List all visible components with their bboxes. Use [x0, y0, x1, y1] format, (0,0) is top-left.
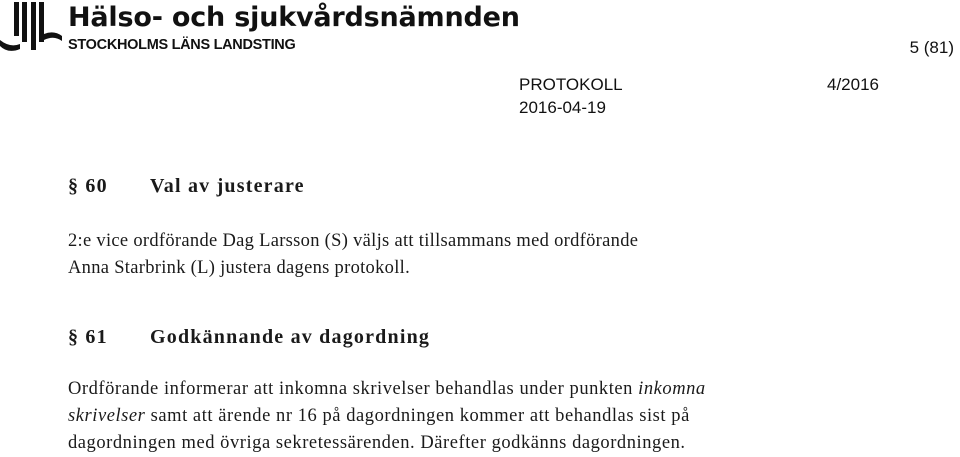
section-title: Godkännande av dagordning [150, 326, 431, 348]
paragraph-emphasis: inkomna [638, 379, 706, 399]
document-number: 4/2016 [827, 75, 879, 94]
org-subtitle: STOCKHOLMS LÄNS LANDSTING [68, 37, 296, 53]
org-name: Hälso- och sjukvårdsnämnden [68, 2, 520, 33]
section-number: § 61 [68, 326, 108, 348]
paragraph-line [68, 376, 948, 403]
paragraph-text: samt att ärende nr 16 på dagordningen kommer att behandlas sist på [145, 406, 690, 426]
document-type: PROTOKOLL [519, 75, 623, 94]
section-number: § 60 [68, 175, 108, 197]
document-date: 2016-04-19 [519, 98, 606, 117]
section-paragraph [68, 376, 948, 457]
paragraph-line: dagordningen med övriga sekretessärenden. Därefter godkänns dagordningen. [68, 433, 686, 453]
county-logo-icon [0, 0, 62, 56]
section-heading [68, 326, 430, 349]
section-title: Val av justerare [150, 175, 305, 197]
paragraph-line: Anna Starbrink (L) justera dagens protokoll. [68, 258, 411, 278]
section-paragraph [68, 228, 948, 282]
paragraph-line: 2:e vice ordförande Dag Larsson (S) väljs att tillsammans med ordförande [68, 231, 639, 251]
paragraph-emphasis: skrivelser [68, 406, 146, 426]
paragraph-text: Ordförande informerar att inkomna skrivelser behandlas under punkten [68, 379, 639, 399]
page-indicator: 5 (81) [909, 38, 954, 57]
paragraph-line [68, 403, 948, 430]
section-heading [68, 175, 305, 198]
